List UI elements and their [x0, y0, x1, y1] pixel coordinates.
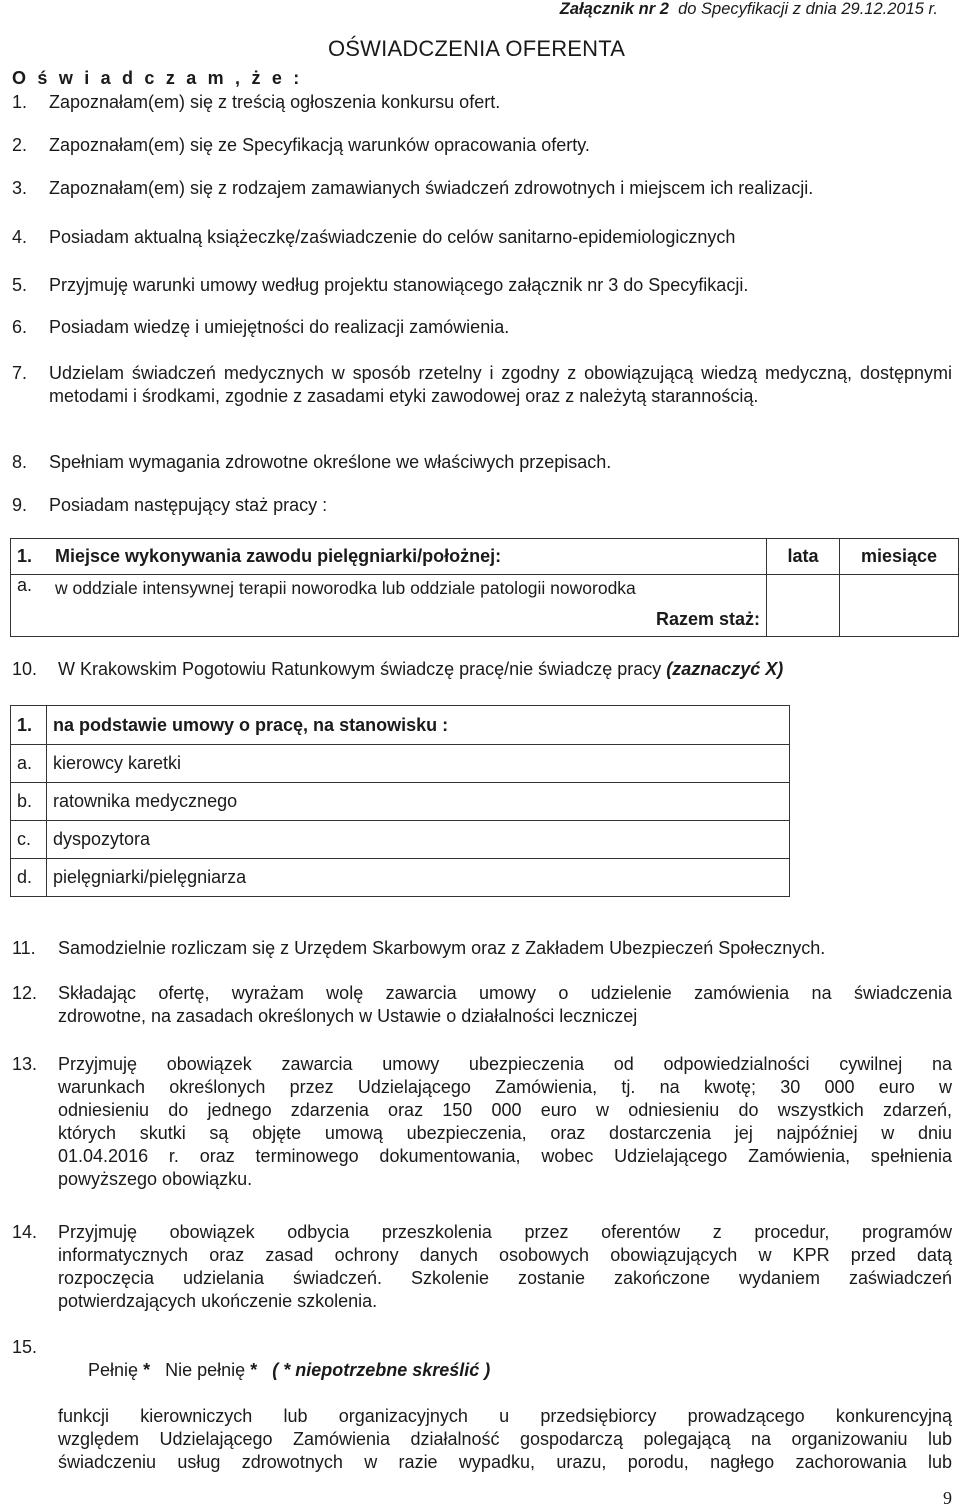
- statement-text: Samodzielnie rozliczam się z Urzędem Skarbowym oraz z Zakładem Ubezpieczeń Społecznych.: [58, 938, 826, 958]
- statement-number: 15.: [12, 1337, 38, 1357]
- statement-text: Zapoznałam(em) się z rodzajem zamawianych świadczeń zdrowotnych i miejscem ich realizacji.: [49, 178, 814, 198]
- strike-note: ( * niepotrzebne skreślić ): [272, 1360, 491, 1380]
- mark-x-note: (zaznaczyć X): [666, 659, 784, 679]
- statement-6: [12, 316, 952, 339]
- option-not-perform[interactable]: Nie pełnię: [165, 1360, 246, 1380]
- statement-number: 14.: [12, 1222, 38, 1242]
- statement-line: odniesieniu do jednego zdarzenia oraz 150 000 euro w odniesieniu do wszystkich zdarzeń,: [58, 1100, 952, 1120]
- employment-header: na podstawie umowy o pracę, na stanowisku :: [47, 706, 790, 745]
- table-row[interactable]: [11, 821, 790, 859]
- declaration-intro: O ś w i a d c z a m , ż e :: [12, 68, 303, 88]
- statement-text: Posiadam wiedzę i umiejętności do realizacji zamówienia.: [49, 317, 510, 337]
- statement-line: potwierdzających ukończenie szkolenia.: [58, 1291, 378, 1311]
- row-letter: d.: [11, 859, 47, 897]
- statement-11: [12, 937, 952, 960]
- statement-line: Przyjmuję obowiązek odbycia przeszkolenia przez oferentów z procedur, programów: [58, 1222, 952, 1242]
- row-text: w oddziale intensywnej terapii noworodka lub oddziale patologii noworodka: [49, 575, 767, 603]
- statement-line: których skutki są objęte umową ubezpieczenia, oraz dostarczenia jej najpóźniej w dniu: [58, 1123, 952, 1143]
- months-cell[interactable]: [840, 575, 959, 637]
- statement-10: [12, 658, 952, 681]
- statement-line: warunkach określonych przez Udzielającego Zamówienia, tj. na kwotę; 30 000 euro w: [58, 1077, 952, 1097]
- total-label: Razem staż:: [49, 603, 767, 637]
- statement-line: informatycznych oraz zasad ochrony danych osobowych obowiązujących w KPR przed datą: [58, 1245, 952, 1265]
- statement-1: [12, 91, 952, 114]
- row-letter: a.: [11, 575, 50, 603]
- attachment-header: [560, 0, 938, 19]
- statement-14: [12, 1221, 952, 1313]
- statement-12: [12, 982, 952, 1028]
- option-perform[interactable]: Pełnię: [88, 1360, 139, 1380]
- row-letter: b.: [11, 783, 47, 821]
- row-text: dyspozytora: [47, 821, 790, 859]
- statement-line: Przyjmuję obowiązek zawarcia umowy ubezpieczenia od odpowiedzialności cywilnej na: [58, 1054, 952, 1074]
- statement-text: W Krakowskim Pogotowiu Ratunkowym świadczę pracę/nie świadczę pracy: [58, 659, 662, 679]
- statement-5: [12, 274, 952, 297]
- statement-text: Zapoznałam(em) się z treścią ogłoszenia konkursu ofert.: [49, 92, 501, 112]
- statement-number: 11.: [12, 938, 36, 958]
- statement-line: rozpoczęcia udzielania świadczeń. Szkolenie zostanie zakończone wydaniem zaświadczeń: [58, 1268, 952, 1288]
- statement-number: 10.: [12, 659, 38, 679]
- statement-number: 9.: [12, 495, 28, 515]
- statement-4: [12, 226, 952, 249]
- statement-text: Przyjmuję warunki umowy według projektu stanowiącego załącznik nr 3 do Specyfikacji.: [49, 275, 749, 295]
- statement-text: Posiadam następujący staż pracy :: [49, 495, 328, 515]
- spec-date: do Specyfikacji z dnia 29.12.2015 r.: [678, 0, 938, 18]
- row-text: kierowcy karetki: [47, 745, 790, 783]
- employment-table: [10, 705, 790, 897]
- statement-line: 01.04.2016 r. oraz terminowego dokumentowania, wobec Udzielającego Zamówienia, spełnienia: [58, 1146, 952, 1166]
- statement-line: świadczeniu usług zdrowotnych w razie wypadku, urazu, porodu, nagłego zachorowania lub: [58, 1452, 952, 1472]
- table-row[interactable]: [11, 745, 790, 783]
- option-star: *: [250, 1360, 258, 1380]
- page-number: 9: [943, 1488, 952, 1508]
- statement-line: powyższego obowiązku.: [58, 1169, 253, 1189]
- workplace-header: Miejsce wykonywania zawodu pielęgniarki/położnej:: [49, 539, 767, 575]
- row-text: pielęgniarki/pielęgniarza: [47, 859, 790, 897]
- attachment-label: Załącznik nr 2: [559, 0, 669, 18]
- table-header-row: [11, 706, 790, 745]
- statement-text: Posiadam aktualną książeczkę/zaświadczenie do celów sanitarno-epidemiologicznych: [49, 227, 736, 247]
- page-title: OŚWIADCZENIA OFERENTA: [328, 36, 626, 61]
- row-letter: a.: [11, 745, 47, 783]
- statement-number: 5.: [12, 275, 28, 295]
- statement-line: względem Udzielającego Zamówienia działalność gospodarczą polegającą na organizowaniu lub: [58, 1429, 952, 1449]
- table-row: [11, 575, 959, 603]
- statement-13: [12, 1053, 952, 1191]
- statement-number: 12.: [12, 983, 38, 1003]
- statement-2: [12, 134, 952, 157]
- statement-9: [12, 494, 952, 517]
- statement-number: 6.: [12, 317, 28, 337]
- statement-number: 3.: [12, 178, 28, 198]
- table-number: 1.: [11, 539, 50, 575]
- row-text: ratownika medycznego: [47, 783, 790, 821]
- statement-line: Składając ofertę, wyrażam wolę zawarcia umowy o udzielenie zamówienia na świadczenia: [58, 983, 952, 1003]
- statement-number: 4.: [12, 227, 28, 247]
- statement-text: Spełniam wymagania zdrowotne określone we właściwych przepisach.: [49, 452, 612, 472]
- years-header: lata: [767, 539, 840, 575]
- statement-number: 7.: [12, 363, 28, 383]
- table-number: 1.: [11, 706, 47, 745]
- statement-8: [12, 451, 952, 474]
- option-star: *: [143, 1360, 151, 1380]
- row-letter: c.: [11, 821, 47, 859]
- statement-number: 2.: [12, 135, 28, 155]
- table-row[interactable]: [11, 859, 790, 897]
- table-header-row: [11, 539, 959, 575]
- months-header: miesiące: [840, 539, 959, 575]
- statement-number: 8.: [12, 452, 28, 472]
- statement-3: [12, 177, 952, 200]
- statement-number: 1.: [12, 92, 28, 112]
- statement-line: funkcji kierowniczych lub organizacyjnych u przedsiębiorcy prowadzącego konkurencyjną: [58, 1406, 952, 1426]
- statement-15: [12, 1336, 952, 1474]
- statement-line: zdrowotne, na zasadach określonych w Ustawie o działalności leczniczej: [58, 1006, 638, 1026]
- table-row[interactable]: [11, 783, 790, 821]
- statement-text: Zapoznałam(em) się ze Specyfikacją warunków opracowania oferty.: [49, 135, 590, 155]
- statement-7: [12, 362, 952, 408]
- years-cell[interactable]: [767, 575, 840, 637]
- statement-number: 13.: [12, 1054, 38, 1074]
- statement-text: Udzielam świadczeń medycznych w sposób rzetelny i zgodny z obowiązującą wiedzą medyczną, dostępnymi metodami i środkami, zgodnie z zasadami etyki zawodowej oraz z należytą starannością.: [49, 363, 952, 406]
- seniority-table: [10, 538, 959, 637]
